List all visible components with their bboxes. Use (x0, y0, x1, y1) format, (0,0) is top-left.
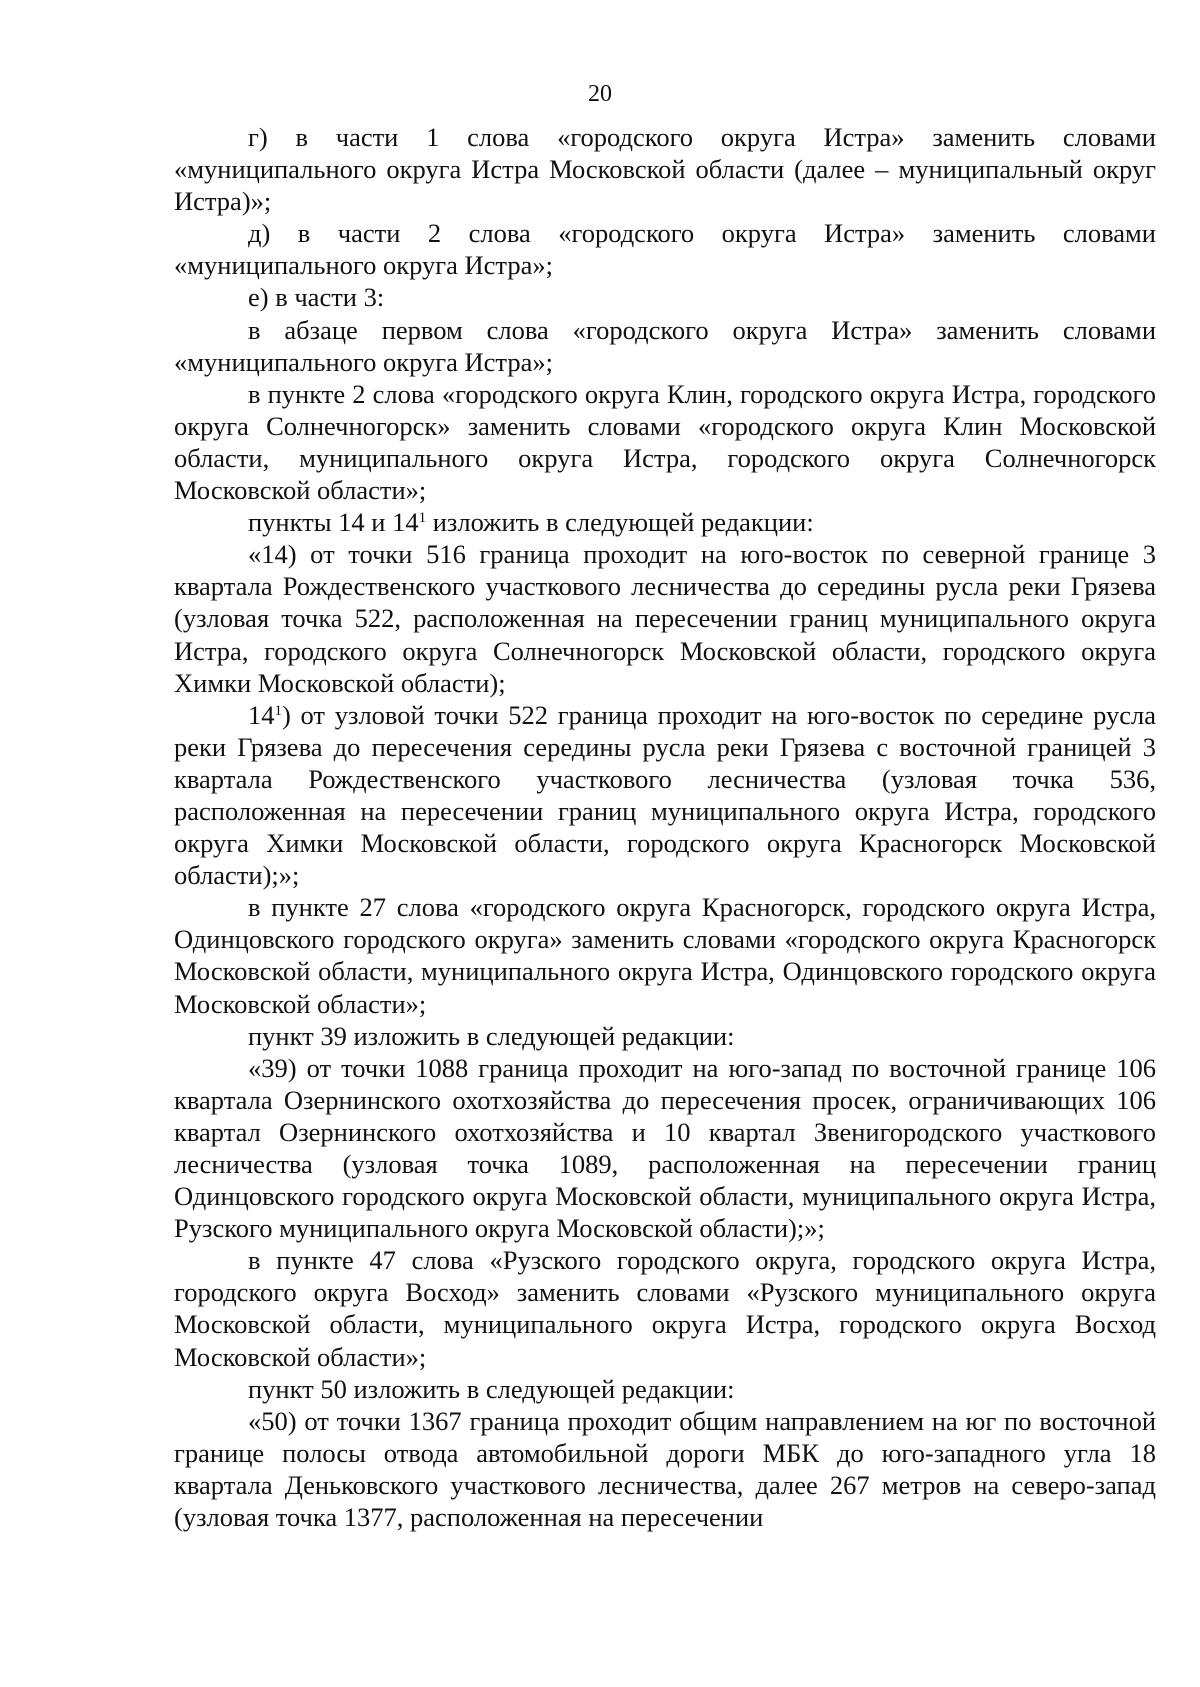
paragraph-point-14-text: «14) от точки 516 граница проходит на юго-восток по северной границе 3 квартала Рождественского участкового лесничества до середины русла реки Грязева (узловая точка 522, расположенная на пересечении границ муниципального округа Истра, городского округа Солнечногорск Московской области, городского округа Химки Московской области); (174, 539, 1156, 698)
points-14-text-pre: пункты 14 и 14 (248, 507, 419, 538)
paragraph-point-39-intro: пункт 39 изложить в следующей редакции: (248, 1020, 735, 1051)
point-14-1-body: ) от узловой точки 522 граница проходит на юго-восток по середине русла реки Грязева до пересечения середины русла реки Грязева с восточной границей 3 квартала Рождественского участкового лесничества (узловая точка 536, расположенная на пересечении границ муниципального округа Истра, городского округа Химки Московской области, городского округа Красногорск Московской области);»; (174, 699, 1156, 891)
paragraph-point-27: в пункте 27 слова «городского округа Красногорск, городского округа Истра, Одинцовского городского округа» заменить словами «городского округа Красногорск Московской области, муниципального округа Истра, Одинцовского городского округа Московской области»; (174, 892, 1156, 1019)
point-14-1-number: 14 (248, 699, 275, 730)
points-14-text-post: изложить в следующей редакции: (426, 507, 814, 538)
paragraph-point-47: в пункте 47 слова «Рузского городского округа, городского округа Истра, городского округа Восход» заменить словами «Рузского муниципального округа Московской области, муниципального округа Истра, городского округа Восход Московской области»; (174, 1245, 1156, 1372)
point-14-1-superscript: 1 (274, 702, 282, 719)
paragraph-first-abzac: в абзаце первом слова «городского округа Истра» заменить словами «муниципального округа Истра»; (174, 314, 1156, 377)
paragraph-point-2: в пункте 2 слова «городского округа Клин, городского округа Истра, городского округа Солнечногорск» заменить словами «городского округа Клин Московской области, муниципального округа Истра, городского округа Солнечногорск Московской области»; (174, 378, 1156, 506)
paragraph-point-39-text: «39) от точки 1088 граница проходит на юго-запад по восточной границе 106 квартала Озернинского охотхозяйства до пересечения просек, ограничивающих 106 квартал Озернинского охотхозяйства и 10 квартал Звенигородского участкового лесничества (узловая точка 1089, расположенная на пересечении границ Одинцовского городского округа Московской области, муниципального округа Истра, Рузского муниципального округа Московской области);»; (174, 1052, 1156, 1244)
paragraph-point-14-1-text (174, 699, 1156, 892)
points-14-superscript: 1 (418, 510, 427, 527)
paragraph-points-14 (174, 506, 1156, 538)
paragraph-g: г) в части 1 слова «городского округа Истра» заменить словами «муниципального округа Истра Московской области (далее – муниципальный округ Истра)»; (174, 122, 1156, 217)
paragraph-d: д) в части 2 слова «городского округа Истра» заменить словами «муниципального округа Истра»; (174, 218, 1156, 281)
paragraph-point-50-intro: пункт 50 изложить в следующей редакции: (248, 1373, 735, 1404)
document-body (174, 121, 1156, 1533)
paragraph-point-50-text: «50) от точки 1367 граница проходит общим направлением на юг по восточной границе полосы отвода автомобильной дороги МБК до юго-западного угла 18 квартала Деньковского участкового лесничества, далее 267 метров на северо-запад (узловая точка 1377, расположенная на пересечении (174, 1405, 1156, 1533)
page-number: 20 (588, 81, 612, 107)
paragraph-e: е) в части 3: (248, 282, 385, 313)
